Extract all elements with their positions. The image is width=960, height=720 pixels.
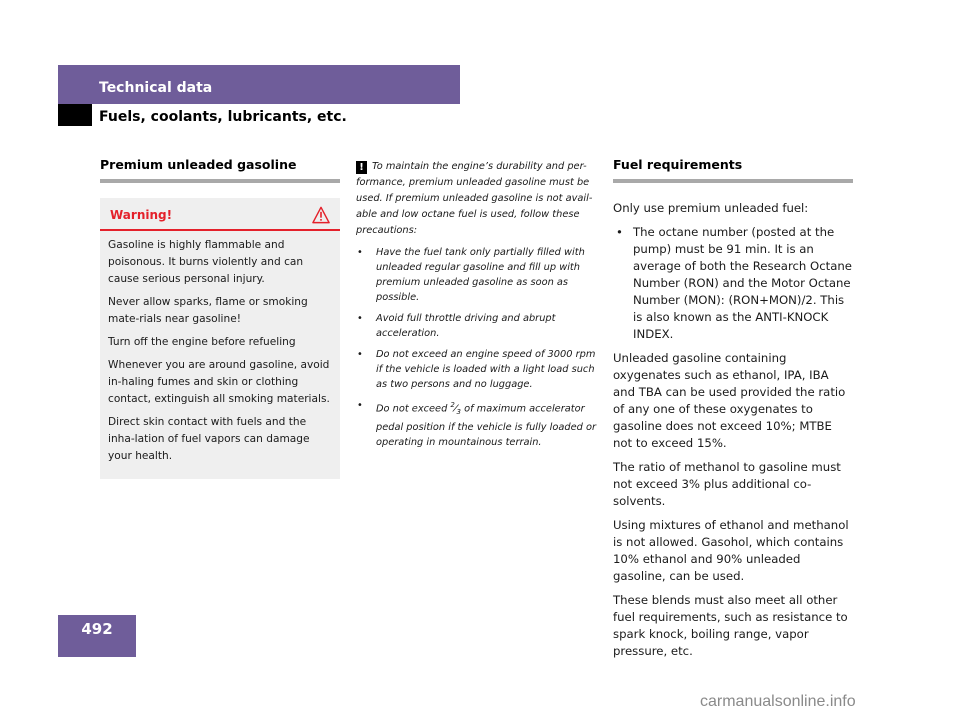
warning-paragraph: Gasoline is highly flammable and poisonous. It burns violently and can cause serious personal injury. — [108, 239, 304, 285]
list-item — [356, 398, 600, 450]
bullet-icon: • — [357, 400, 363, 411]
bullet-icon: • — [357, 349, 363, 360]
note-intro — [356, 159, 600, 239]
paragraph: The ratio of methanol to gasoline must not exceed 3% plus additional co-solvents. — [613, 460, 841, 508]
fuel-requirements-body — [613, 200, 853, 660]
paragraph: Unleaded gasoline containing oxygenates such as ethanol, IPA, IBA and TBA can be used provided the ratio of any one of these oxygenates to gasoline does not exceed 10%; MTBE not to exceed 15%. — [613, 351, 846, 450]
left-column — [100, 157, 340, 479]
chapter-title: Technical data — [99, 80, 213, 96]
paragraph: Only use premium unleaded fuel: — [613, 201, 809, 215]
warning-header — [100, 198, 340, 231]
section-title: Fuels, coolants, lubricants, etc. — [99, 109, 347, 125]
note-intro-text: To maintain the engine’s durability and per-formance, premium unleaded gasoline must be used. If premium unleaded gasoline is not avail-able and low octane fuel is used, follow these precautions: — [356, 161, 593, 236]
requirements-list — [613, 224, 853, 343]
list-item-text: Do not exceed an engine speed of 3000 rpm if the vehicle is loaded with a light load such as two persons and no luggage. — [376, 349, 596, 390]
fraction-numerator: 2 — [450, 401, 455, 409]
list-item-text: Have the fuel tank only partially filled with unleaded regular gasoline and fill up with premium unleaded gasoline as soon as possible. — [376, 247, 585, 303]
list-item-text: The octane number (posted at the pump) must be 91 min. It is an average of both the Research Octane Number (RON) and the Motor Octane Number (MON): (RON+MON)/2. This is also known as the ANTI-KNOCK INDEX. — [633, 225, 853, 341]
paragraph: These blends must also meet all other fuel requirements, such as resistance to spark knock, boiling range, vapor pressure, etc. — [613, 593, 848, 658]
header-marker — [58, 104, 92, 126]
page-number: 492 — [81, 620, 113, 638]
warning-body — [100, 231, 340, 465]
warning-paragraph: Direct skin contact with fuels and the inha-lation of fuel vapors can damage your health. — [108, 416, 310, 462]
fraction-denominator: 3 — [456, 408, 461, 417]
warning-paragraph: Never allow sparks, flame or smoking mate-rials near gasoline! — [108, 296, 308, 325]
paragraph: Using mixtures of ethanol and methanol is not allowed. Gasohol, which contains 10% ethanol and 90% unleaded gasoline, can be used. — [613, 518, 849, 583]
precautions-list — [356, 245, 600, 450]
fraction-slash: ⁄ — [454, 403, 457, 415]
bullet-icon: • — [357, 313, 363, 324]
premium-gasoline-heading: Premium unleaded gasoline — [100, 157, 340, 183]
list-item — [613, 224, 853, 343]
list-item-text: Avoid full throttle driving and abrupt acceleration. — [376, 313, 556, 339]
note-exclamation-icon: ! — [356, 161, 367, 174]
bullet-icon: • — [616, 225, 623, 239]
middle-column — [356, 159, 600, 456]
right-column — [613, 157, 853, 667]
list-item-text: of maximum accelerator pedal position if the vehicle is fully loaded or operating in mountainous terrain. — [376, 403, 596, 449]
bullet-icon: • — [357, 247, 363, 258]
warning-title: Warning! — [110, 208, 173, 222]
warning-box — [100, 198, 340, 479]
warning-triangle-icon — [312, 206, 330, 224]
fuel-requirements-heading: Fuel requirements — [613, 157, 853, 183]
watermark: carmanualsonline.info — [700, 693, 856, 710]
warning-paragraph: Whenever you are around gasoline, avoid in-haling fumes and skin or clothing contact, extinguish all smoking materials. — [108, 359, 330, 405]
list-item — [356, 245, 600, 305]
list-item — [356, 347, 600, 392]
list-item-text: Do not exceed — [376, 403, 448, 415]
warning-paragraph: Turn off the engine before refueling — [108, 336, 296, 348]
list-item — [356, 311, 600, 341]
